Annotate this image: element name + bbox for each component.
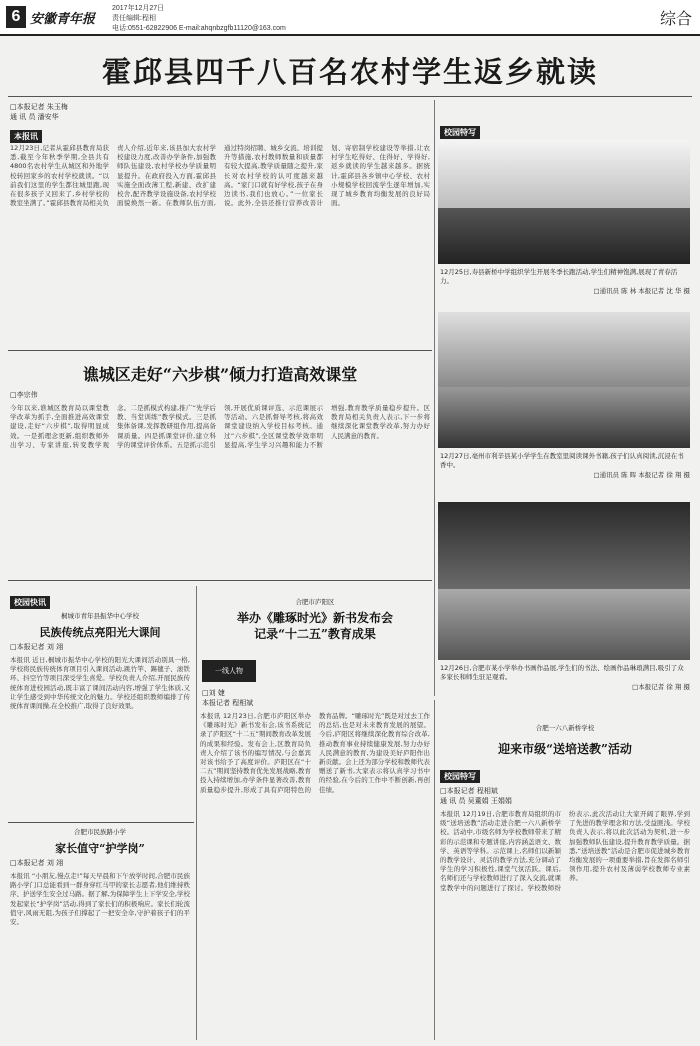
story4-byline: □本报记者 刘 翊: [10, 859, 64, 867]
story6-headline: 迎来市级“送培送教”活动: [498, 742, 632, 756]
photo2-credit: □通讯员 陈 晖 本报记者 徐 翔 摄: [593, 471, 690, 479]
story1-byline-reporter: □本报记者 朱玉梅: [10, 103, 68, 111]
story5-kicker: 合肥市庐阳区: [295, 598, 335, 606]
photo-students-running: [438, 140, 690, 264]
photo-banner: [438, 502, 690, 589]
story6-byline: [440, 786, 512, 806]
story1-tag: 本报讯: [10, 130, 42, 143]
photo2-caption: 12月27日,亳州市利辛县某小学学生在教室里阅读课外书籍,孩子们认真阅读,沉浸在书香中。: [440, 452, 684, 469]
story2-body: 今年以来,谯城区教育局以课堂教学改革为抓手,全面推进高效课堂建设,走好“六步棋”,取得明显成效。一是抓理念更新,组织教师外出学习、专家讲座,转变教学观念。二是抓模式构建,推广“先学后教、当堂训练”教学模式。三是抓集体备课,发挥教研组作用,提高备课质量。四是抓课堂评价,建立科学的课堂评价体系。五是抓示范引领,开展优质课评选、示范课展示等活动。六是抓督导考核,将高效课堂建设纳入学校目标考核。通过“六步棋”,全区课堂教学效率明显提高,学生学习兴趣和能力不断增强,教育教学质量稳步提升。区教育局相关负责人表示,下一步将继续深化课堂教学改革,努力办好人民满意的教育。: [10, 404, 430, 449]
story6-kicker: 合肥一六八新桥学校: [535, 724, 595, 732]
divider: [8, 580, 432, 581]
photo-desks: [438, 387, 690, 448]
header-meta: [112, 4, 286, 34]
column-divider: [434, 700, 435, 1040]
column-divider: [434, 100, 435, 696]
story6-byline-reporter: □本报记者 程相斌: [440, 787, 498, 795]
story3-kicker: 桐城市青年县振华中心学校: [61, 612, 139, 620]
story3-body: 本报讯 近日,桐城市振华中心学校的阳光大课间活动别具一格,学校将民族传统体育项目引入课间活动,跳竹竿、踢毽子、滚铁环、抖空竹等项目深受学生喜爱。学校负责人介绍,开展民族传统体育进校园活动,既丰富了课间活动内容,增强了学生体质,又让学生感受到中华传统文化的魅力。学校还组织教师编排了传统体育课间操,在全校推广,取得了良好效果。: [10, 656, 190, 711]
story4-body: 本报讯 “小朋友,慢点走!”每天早晨和下午放学时间,合肥市民族路小学门口总能看到一群身穿红马甲的家长志愿者,他们维持秩序、护送学生安全过马路。据了解,为保障学生上下学安全,学校发起家长“护学岗”活动,得到了家长们的积极响应。家长们轮流值守,风雨无阻,为孩子们撑起了一把安全伞,守护着孩子们的平安。: [10, 872, 190, 927]
story6-body: 本报讯 12月19日,合肥市教育局组织的市级“送培送教”活动走进合肥一六八新桥学校。活动中,市级名师为学校教师带来了精彩的示范课和专题讲座,内容涵盖语文、数学、英语等学科。示范课上,名师们以新颖的教学设计、灵活的教学方法,充分调动了学生的学习积极性,课堂气氛活跃。课后,名师们还与学校教师进行了深入交流,就课堂教学中的问题进行了探讨。学校教师纷纷表示,此次活动让大家开阔了眼界,学到了先进的教学理念和方法,受益匪浅。学校负责人表示,将以此次活动为契机,进一步加强教师队伍建设,提升教育教学质量。据悉,“送培送教”活动是合肥市促进城乡教育均衡发展的一项重要举措,旨在发挥名师引领作用,提升农村及薄弱学校教师专业素养。: [440, 810, 690, 892]
story3-byline: □本报记者 刘 翊: [10, 643, 64, 651]
story5-byline-author: □刘 婕: [202, 689, 225, 697]
photo-classroom-wall: [438, 312, 690, 387]
meta-contact: 电话:0551-62822906 E-mail:ahqnbzgfb11120@163.com: [112, 25, 286, 32]
photo-ground: [438, 208, 690, 264]
divider: [8, 822, 194, 823]
photo1-caption: 12月25日,寿县新桥中学组织学生开展冬季长跑活动,学生们精神饱满,展现了青春活力。: [440, 268, 678, 285]
photo-sky: [438, 140, 690, 208]
story5-badge: 一线人物: [202, 660, 256, 682]
main-headline: 霍邱县四千八百名农村学生返乡就读: [101, 55, 598, 89]
story1-byline-correspondent: 通 讯 员 潘安华: [10, 113, 59, 121]
story3-headline: 民族传统点亮阳光大课间: [39, 626, 161, 639]
story6-tag: 校园特写: [440, 770, 480, 783]
story4-kicker: 合肥市民族路小学: [74, 828, 126, 836]
story1-byline: [10, 102, 68, 122]
story6-byline-correspondent: 通 讯 员 吴董娟 王娟娟: [440, 797, 512, 805]
section-label: 综合: [659, 9, 692, 28]
masthead: 安徽青年报: [30, 12, 96, 27]
story5-headline: 举办《雕琢时光》新书发布会 记录“十二五”教育成果: [236, 611, 393, 641]
photo1-tag: 校园特写: [440, 126, 480, 139]
story5-byline-reporter: 本报记者 程相斌: [202, 699, 254, 707]
meta-editor: 责任编辑:程相: [112, 15, 156, 22]
photo3-caption: 12月26日,合肥市某小学举办书画作品展,学生们的书法、绘画作品琳琅满目,吸引了众多家长和师生驻足观看。: [440, 664, 684, 681]
photo-art-exhibition: [438, 502, 690, 660]
photo-students-reading: [438, 312, 690, 448]
divider: [8, 350, 432, 351]
story1-body: 12月23日,记者从霍邱县教育局获悉,截至今年秋季学期,全县共有4800名农村学生从城区和外地学校转回家乡的农村学校就读。“以前我们这里的学生都往城里跑,现在很多孩子又回来了,乡村学校的教室坐满了。”霍邱县教育局相关负责人介绍,近年来,该县加大农村学校建设力度,改善办学条件,加强教师队伍建设,农村学校办学质量明显提升。在政府投入方面,霍邱县实施全面改薄工程,新建、改扩建校舍,配齐教学设施设备,农村学校面貌焕然一新。在教师队伍方面,通过特岗招聘、城乡交流、培训提升等措施,农村教师数量和质量都有较大提高,教学质量随之提升,家长对农村学校的认可度越来越高。“家门口就有好学校,孩子在身边读书,我们也放心。”一位家长说。此外,全县还推行营养改善计划、寄宿制学校建设等举措,让农村学生吃得好、住得好、学得好,返乡就读的学生越来越多。据统计,霍邱县各乡镇中心学校、农村小规模学校回流学生逐年增加,实现了城乡教育均衡发展的良好局面。: [10, 144, 430, 208]
story3-tag: 校园快讯: [10, 596, 50, 609]
divider: [8, 96, 692, 97]
story2-headline: 谯城区走好“六步棋”倾力打造高效课堂: [82, 365, 358, 384]
photo1-credit: □通讯员 陈 林 本报记者 沈 华 摄: [593, 287, 690, 295]
story5-byline: [202, 688, 253, 708]
photo-exhibit-floor: [438, 589, 690, 660]
story4-headline: 家长值守“护学岗”: [55, 842, 145, 855]
story2-byline: □李宗伟: [10, 391, 38, 399]
page-header: [0, 0, 700, 36]
photo3-credit: □本报记者 徐 翔 摄: [632, 683, 690, 691]
column-divider: [196, 586, 197, 1040]
page-number: 6: [6, 6, 26, 28]
story5-body: 本报讯 12月23日,合肥市庐阳区举办《雕琢时光》新书发布会,该书系统记录了庐阳区“十二五”期间教育改革发展的成果和经验。发布会上,区教育局负责人介绍了该书的编写情况,与会嘉宾对该书给予了高度评价。庐阳区在“十二五”期间坚持教育优先发展战略,教育投入持续增加,办学条件显著改善,教育质量稳步提升,形成了具有庐阳特色的教育品牌。“雕琢时光”既是对过去工作的总结,也是对未来教育发展的展望。今后,庐阳区将继续深化教育综合改革,推动教育事业持续健康发展,努力办好人民满意的教育,为建设美好庐阳作出新贡献。会上还为部分学校和教师代表赠送了新书,大家表示将认真学习书中的经验,在今后的工作中不断创新,再创佳绩。: [200, 712, 430, 794]
meta-date: 2017年12月27日: [112, 5, 165, 12]
